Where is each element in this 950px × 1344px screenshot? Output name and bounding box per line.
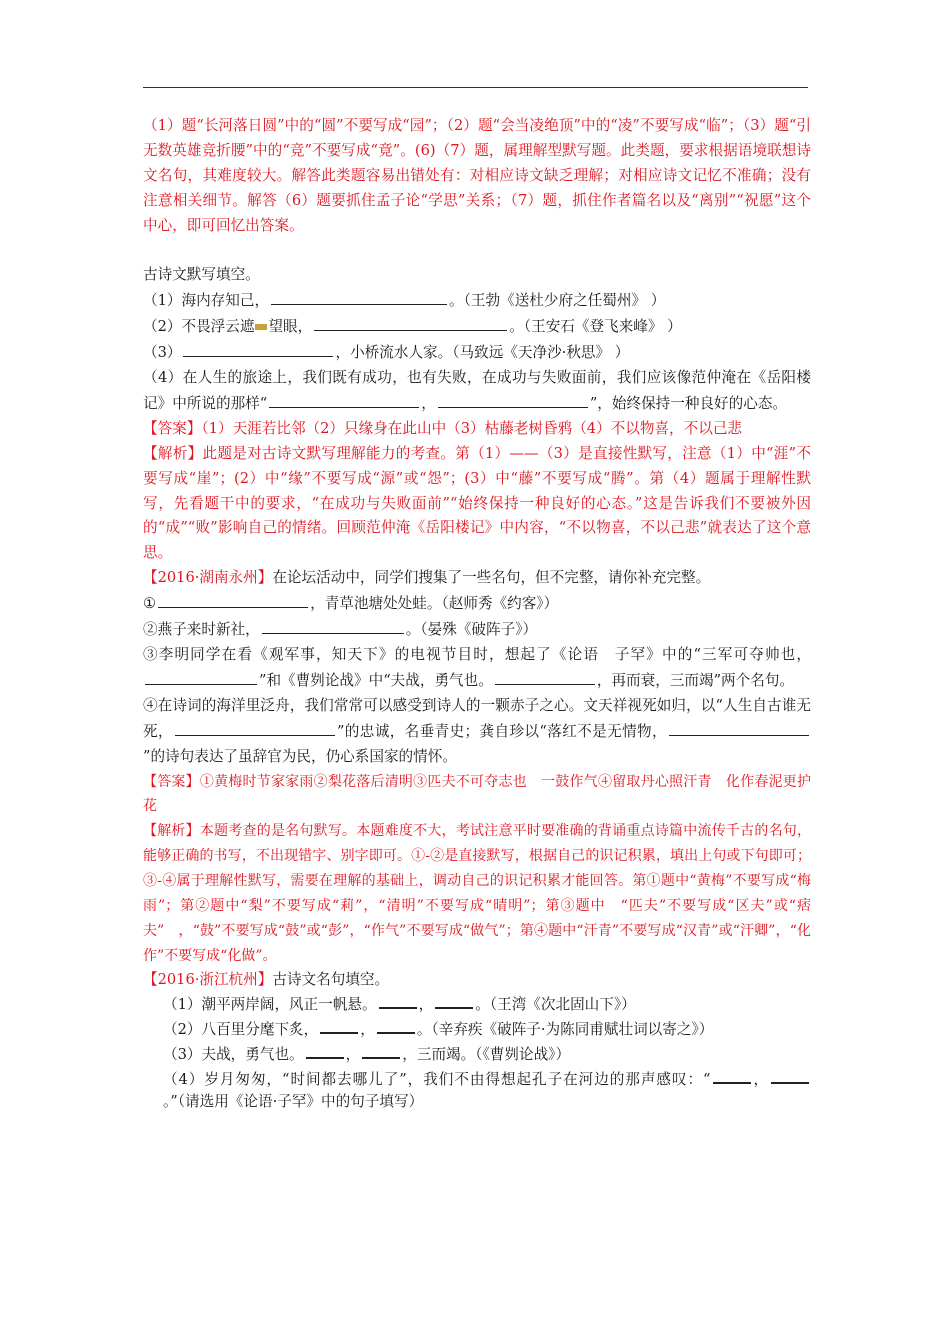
blank[interactable] (183, 340, 333, 357)
q3-item-2: （2）八百里分麾下炙， ， 。（辛弃疾《破阵子·为陈同甫赋壮词以寄之》） (143, 1016, 811, 1041)
blank[interactable] (713, 1066, 751, 1084)
q1-item-3: （3） ，小桥流水人家。（马致远《天净沙·秋思》 ） (143, 340, 811, 366)
q2-item-1: ① ，青草池塘处处蛙。（赵师秀《约客》） (143, 591, 811, 617)
q3-item-3: （3）夫战，勇气也。 ， ，三而竭。（《曹刿论战》） (143, 1041, 811, 1066)
q1-analysis: 【解析】此题是对古诗文默写理解能力的考查。第（1）——（3）是直接性默写，注意（1）中“涯”不要写成“崖”；(2）中“缘”不要写成“源”或“怨”；(3）中“藤”不要写成“腾”。第（4）题属于理解性默写，先看题干中的要求，“在成功与失败面前”“始终保持一种良好的心态。”这是告诉我们不要被外因的“成”“败”影响自己的情绪。回顾范仲淹《岳阳楼记》中内容，“不以物喜，不以己悲”就表达了这个意思。 (143, 444, 812, 562)
document-body (143, 114, 811, 1113)
q2-intro: 【2016·湖南永州】在论坛活动中，同学们搜集了一些名句，但不完整，请你补充完整。 (143, 569, 711, 587)
q1-answer: 【答案】（1）天涯若比邻（2）只缘身在此山中（3）枯藤老树昏鸦（4）不以物喜，不以己悲 (143, 419, 743, 437)
q2-analysis: 【解析】本题考查的是名句默写。本题难度不大，考试注意平时要准确的背诵重点诗篇中流传千古的名句，能够正确的书写，不出现错字、别字即可。①-②是直接默写，根据自己的识记积累，填出上句或下句即可；③-④属于理解性默写，需要在理解的基础上，调动自己的识记积累才能回答。第①题中“黄梅”不要写成“梅雨”；第②题中“梨”不要写成“莉”，“清明”不要写成“晴明”；第③题中 “匹夫”不要写成“区夫”或“痞夫” ，“鼓”不要写成“鼓”或“彭”，“作气”不要写成“做气”；第④题中“汗青”不要写成“汉青”或“汗卿”，“化作”不要写成“化做”。 (143, 823, 812, 964)
blank[interactable] (306, 1041, 344, 1059)
blank[interactable] (362, 1041, 400, 1059)
q3-item-4: （4）岁月匆匆，“时间都去哪儿了”，我们不由得想起孔子在河边的那声感叹：“ ，。”（请选用《论语·子罕》中的句子填写） (143, 1066, 811, 1113)
highlight-mark (255, 324, 267, 330)
blank[interactable] (145, 668, 257, 685)
previous-analysis-note: （1）题“长河落日圆”中的“圆”不要写成“园”；（2）题“会当凌绝顶”中的“凌”不要写成“临”；（3）题“引无数英雄竞折腰”中的“竞”不要写成“竟”。(6)（7）题，属理解型默写题。此类题，要求根据语境联想诗文名句，其难度较大。解答此类题容易出错处有：对相应诗文缺乏理解；对相应诗文记忆不准确；没有注意相关细节。解答（6）题要抓住孟子论“学思”关系；（7）题，抓住作者篇名以及“离别”“祝愿”这个中心，即可回忆出答案。 (143, 117, 811, 234)
spacer (143, 239, 811, 264)
blank[interactable] (175, 719, 335, 736)
header-rule (143, 87, 808, 88)
q1-title: 古诗文默写填空。 (143, 266, 260, 284)
q1-item-1: （1）海内存知己， 。（王勃《送杜少府之任蜀州》 ） (143, 288, 811, 314)
blank[interactable] (438, 391, 588, 408)
blank[interactable] (377, 1016, 415, 1034)
q1-item-4: （4）在人生的旅途上，我们既有成功，也有失败，在成功与失败面前，我们应该像范仲淹在《岳阳楼记》中所说的那样“ ， ”，始终保持一种良好的心态。 (143, 369, 811, 412)
blank[interactable] (262, 617, 404, 634)
blank[interactable] (495, 668, 595, 685)
blank[interactable] (435, 991, 473, 1009)
blank[interactable] (271, 288, 447, 305)
blank[interactable] (379, 991, 417, 1009)
q3-item-1: （1）潮平两岸阔，风正一帆悬。 ， 。（王湾《次北固山下》） (143, 991, 811, 1016)
blank[interactable] (320, 1016, 358, 1034)
blank[interactable] (269, 391, 419, 408)
blank[interactable] (669, 719, 809, 736)
q2-item-4: ④在诗词的海洋里泛舟，我们常常可以感受到诗人的一颗赤子之心。文天祥视死如归，以“人生自古谁无死， ”的忠诚，名垂青史；龚自珍以“落红不是无情物，”的诗句表达了虽辞官为民，仍心系国家的情怀。 (143, 696, 811, 765)
q3-intro: 【2016·浙江杭州】古诗文名句填空。 (143, 970, 390, 988)
q2-item-3: ③李明同学在看《观军事，知天下》的电视节目时，想起了《论语 子罕》中的“三军可夺帅也，”和《曹刿论战》中“夫战，勇气也。 ，再而衰，三而竭”两个名句。 (143, 646, 811, 689)
blank[interactable] (158, 591, 308, 608)
q1-item-2: （2）不畏浮云遮 望眼， 。（王安石《登飞来峰》 ） (143, 314, 811, 340)
q2-answer: 【答案】①黄梅时节家家雨②梨花落后清明③匹夫不可夺志也 一鼓作气④留取丹心照汗青 化作春泥更护花 (143, 773, 812, 815)
blank[interactable] (314, 314, 507, 331)
blank[interactable] (771, 1066, 809, 1084)
q2-item-2: ②燕子来时新社， 。（晏殊《破阵子》） (143, 617, 811, 643)
